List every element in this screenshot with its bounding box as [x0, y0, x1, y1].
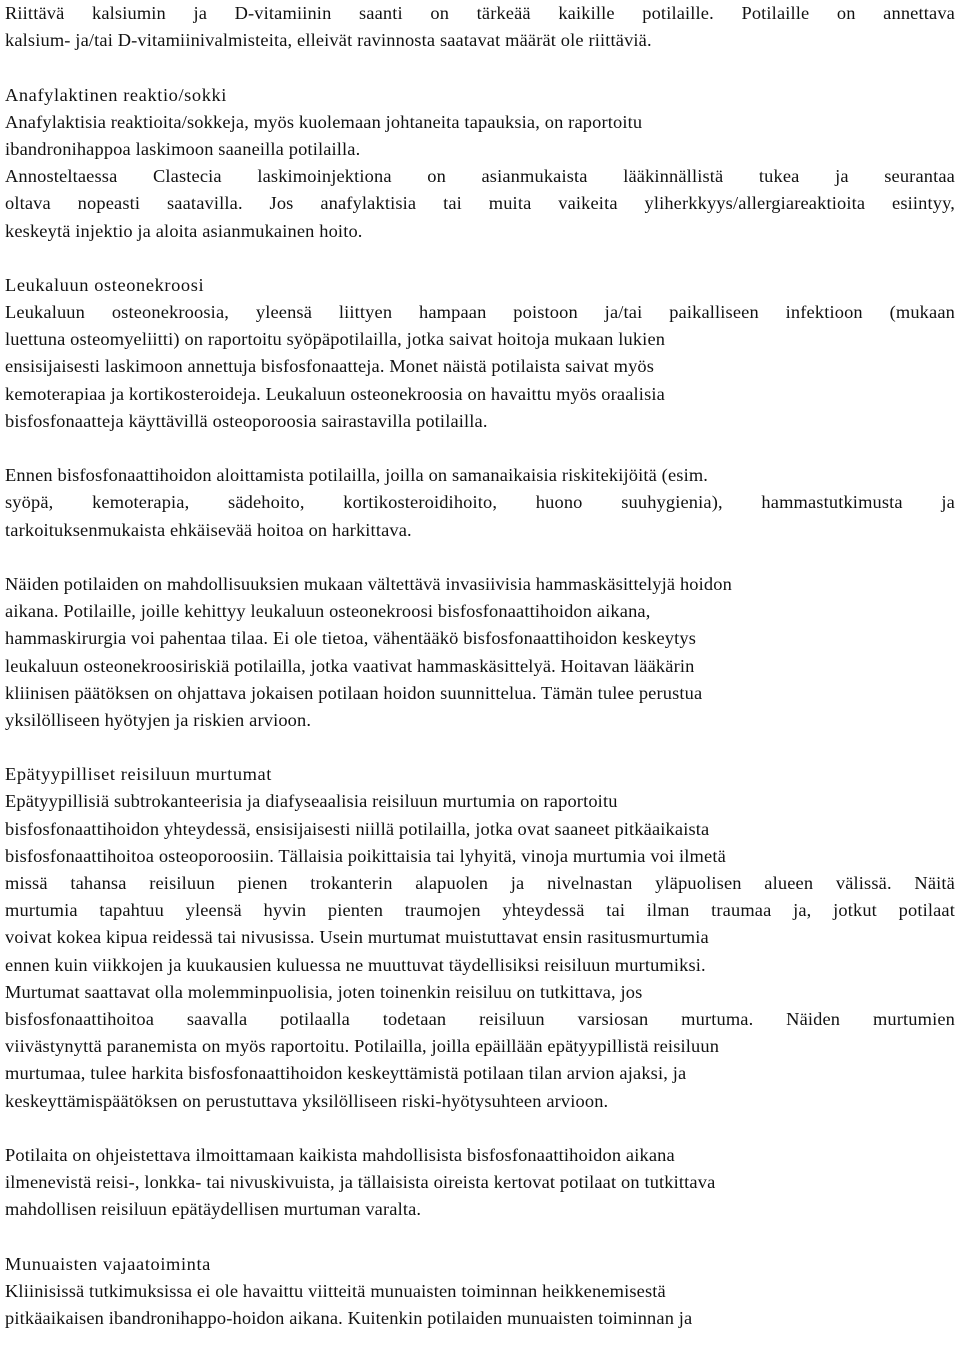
text-line: ennen kuin viikkojen ja kuukausien kuluessa ne muuttuvat täydellisiksi reisiluun murtumiksi.: [5, 954, 706, 975]
paragraph-calcium-vitamin-d: [5, 0, 955, 54]
text-line: aikana. Potilaille, joille kehittyy leukaluun osteonekroosi bisfosfonaattihoidon aikana,: [5, 601, 651, 622]
section-heading-atypical-fractures: Epätyypilliset reisiluun murtumat: [5, 764, 273, 785]
text-line: viivästynyttä paranemista on myös raportoitu. Potilailla, joilla epäillään epätyypillistä reisiluun: [5, 1036, 720, 1057]
text-line: luettuna osteomyeliitti) on raportoitu syöpäpotilailla, jotka saivat hoitoja mukaan lukien: [5, 329, 666, 350]
text-line: hammaskirurgia voi pahentaa tilaa. Ei ole tietoa, vähentääkö bisfosfonaattihoidon keskeytys: [5, 628, 697, 649]
text-line: bisfosfonaattihoitoa saavalla potilaalla todetaan reisiluun varsiosan murtuma. Näiden murtumien: [5, 1008, 955, 1029]
text-line: Riittävä kalsiumin ja D-vitamiinin saanti on tärkeää kaikille potilaille. Potilaille on annettava: [5, 3, 955, 23]
text-line: murtumaa, tulee harkita bisfosfonaattihoidon keskeyttämistä potilaan tilan arvion ajaksi, ja: [5, 1063, 687, 1084]
paragraph-spacer: [5, 1115, 955, 1142]
text-line: Kliinisissä tutkimuksissa ei ole havaittu viitteitä munuaisten toiminnan heikkenemisestä: [5, 1280, 666, 1301]
text-line: Näiden potilaiden on mahdollisuuksien mukaan vältettävä invasiivisia hammaskäsittelyjä hoidon: [5, 573, 732, 594]
text-line: mahdollisen reisiluun epätäydellisen murtuman varalta.: [5, 1199, 422, 1220]
text-line: Leukaluun osteonekroosia, yleensä liittyen hampaan poistoon ja/tai paikalliseen infektioon (mukaan: [5, 302, 955, 323]
document-page: [5, 0, 955, 1332]
text-line: bisfosfonaatteja käyttävillä osteoporoosia sairastavilla potilailla.: [5, 410, 488, 431]
text-line: keskeyttämispäätöksen on perustuttava yksilölliseen riski-hyötysuhteen arvioon.: [5, 1090, 609, 1111]
paragraph-spacer: [5, 54, 955, 81]
text-line: kemoterapiaa ja kortikosteroideja. Leukaluun osteonekroosia on havaittu myös oraalisia: [5, 383, 665, 404]
text-line: Potilaita on ohjeistettava ilmoittamaan kaikista mahdollisista bisfosfonaattihoidon aikana: [5, 1144, 675, 1165]
text-line: Epätyypillisiä subtrokanteerisia ja diafyseaalisia reisiluun murtumia on raportoitu: [5, 791, 618, 812]
text-line: ilmenevistä reisi-, lonkka- tai nivuskivuista, ja tällaisista oireista kertovat potilaat on tutkittava: [5, 1172, 716, 1193]
text-line: murtumia tapahtuu yleensä hyvin pienten traumojen yhteydessä tai ilman traumaa ja, jotkut potilaat: [5, 900, 955, 921]
section-heading-osteonecrosis: Leukaluun osteonekroosi: [5, 274, 205, 295]
paragraph-patient-instructions: [5, 1142, 955, 1224]
text-line: Murtumat saattavat olla molemminpuolisia, joten toinenkin reisiluu on tutkittava, jos: [5, 981, 643, 1002]
paragraph-spacer: [5, 544, 955, 571]
text-line: Annosteltaessa Clastecia laskimoinjektiona on asianmukaista lääkinnällistä tukea ja seurantaa: [5, 166, 955, 187]
text-line: oltava nopeasti saatavilla. Jos anafylaktisia tai muita vaikeita yliherkkyys/allergiareaktioita esiintyy,: [5, 193, 955, 214]
text-line: leukaluun osteonekroosiriskiä potilailla, jotka vaativat hammaskäsittelyä. Hoitavan lääkärin: [5, 655, 695, 676]
text-line: ensisijaisesti laskimoon annettuja bisfosfonaatteja. Monet näistä potilaista saivat myös: [5, 356, 655, 377]
text-line: voivat kokea kipua reidessä tai nivusissa. Usein murtumat muistuttavat ensin rasitusmurtumia: [5, 927, 709, 948]
text-line: Ennen bisfosfonaattihoidon aloittamista potilailla, joilla on samanaikaisia riskitekijöitä (esim.: [5, 465, 709, 486]
text-line: ibandronihappoa laskimoon saaneilla potilailla.: [5, 138, 361, 159]
text-line: keskeytä injektio ja aloita asianmukainen hoito.: [5, 220, 363, 241]
text-line: syöpä, kemoterapia, sädehoito, kortikosteroidihoito, huono suuhygienia), hammastutkimusta ja: [5, 492, 955, 513]
paragraph-renal-impairment: [5, 1278, 955, 1332]
section-heading-anaphylaxis: Anafylaktinen reaktio/sokki: [5, 84, 228, 105]
text-line: pitkäaikaisen ibandronihappo-hoidon aikana. Kuitenkin potilaiden munuaisten toiminnan ja: [5, 1308, 693, 1328]
text-line: yksilölliseen hyötyjen ja riskien arvioon.: [5, 709, 312, 730]
paragraph-spacer: [5, 1223, 955, 1250]
text-line: bisfosfonaattihoitoa osteoporoosiin. Tällaisia poikittaisia tai lyhyitä, vinoja murtumia voi ilmetä: [5, 845, 726, 866]
text-line: tarkoituksenmukaista ehkäisevää hoitoa on harkittava.: [5, 519, 412, 540]
text-line: kalsium- ja/tai D-vitamiinivalmisteita, elleivät ravinnosta saatavat määrät ole riittäviä.: [5, 30, 652, 51]
paragraph-spacer: [5, 245, 955, 272]
text-line: Anafylaktisia reaktioita/sokkeja, myös kuolemaan johtaneita tapauksia, on raportoitu: [5, 111, 643, 132]
section-heading-renal-impairment: Munuaisten vajaatoiminta: [5, 1253, 211, 1274]
paragraph-spacer: [5, 734, 955, 761]
paragraph-spacer: [5, 435, 955, 462]
paragraph-osteonecrosis: [5, 299, 955, 435]
paragraph-anaphylaxis: [5, 109, 955, 245]
text-line: kliinisen päätöksen on ohjattava jokaisen potilaan hoidon suunnittelua. Tämän tulee perustua: [5, 682, 703, 703]
paragraph-dental-procedures: [5, 571, 955, 734]
text-line: missä tahansa reisiluun pienen trokanterin alapuolen ja nivelnastan yläpuolisen alueen välissä. Näitä: [5, 873, 955, 893]
text-line: bisfosfonaattihoidon yhteydessä, ensisijaisesti niillä potilailla, jotka ovat saaneet pitkäaikaista: [5, 818, 710, 839]
paragraph-dental-exam: [5, 462, 955, 544]
paragraph-atypical-fractures: [5, 788, 955, 1114]
